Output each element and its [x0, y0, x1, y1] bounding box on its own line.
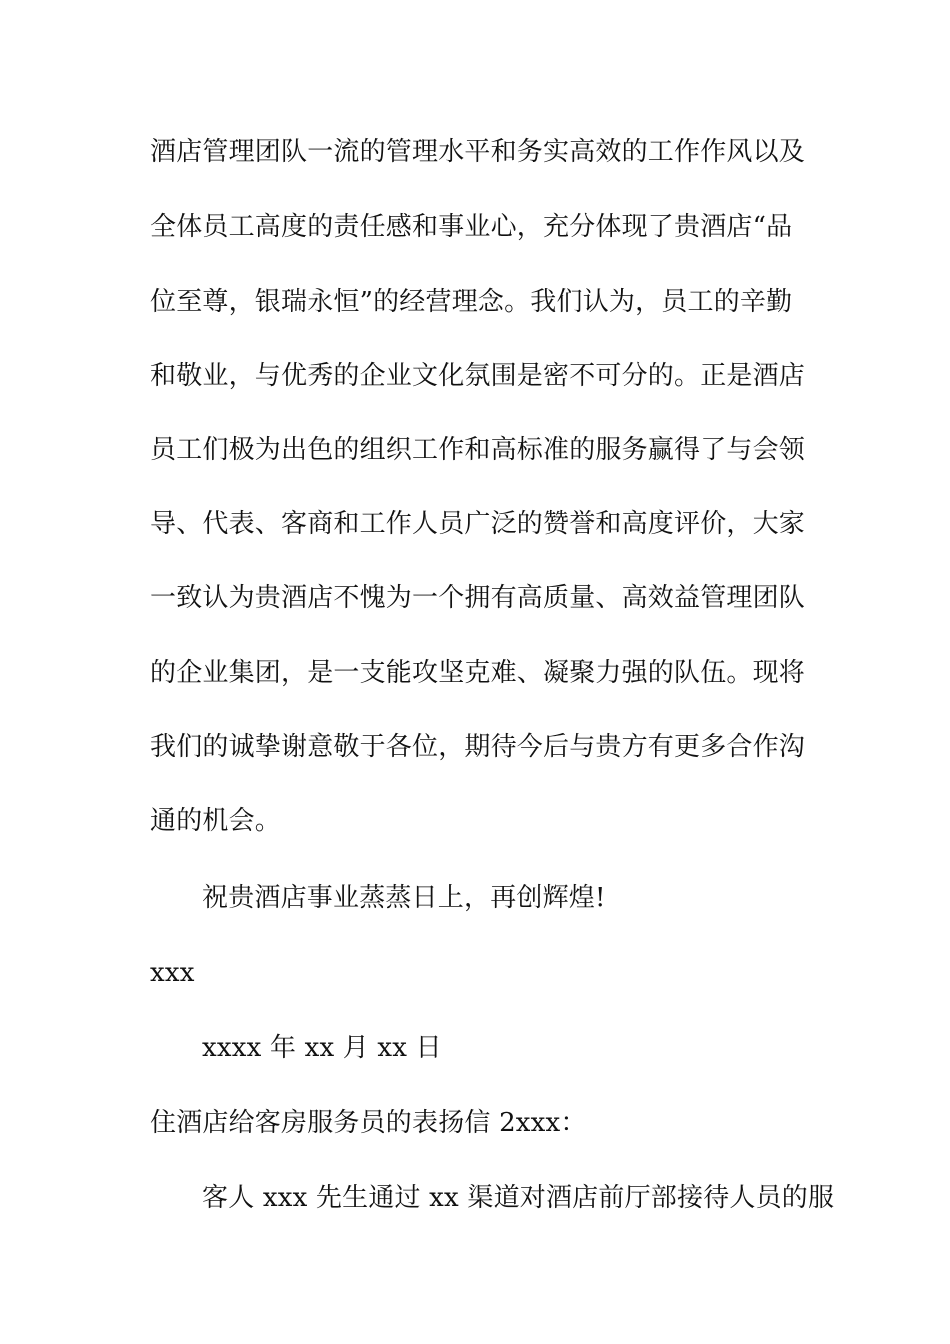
body-line-10: 通的机会。	[150, 806, 282, 836]
paragraph-start: 客人 xxx 先生通过 xx 渠道对酒店前厅部接待人员的服	[202, 1183, 835, 1213]
body-line-4: 和敬业，与优秀的企业文化氛围是密不可分的。正是酒店	[150, 361, 806, 391]
body-line-6: 导、代表、客商和工作人员广泛的赞誉和高度评价，大家	[150, 509, 806, 539]
body-line-7: 一致认为贵酒店不愧为一个拥有高质量、高效益管理团队	[150, 583, 806, 613]
section-heading: 住酒店给客房服务员的表扬信 2xxx：	[150, 1108, 587, 1138]
body-line-3: 位至尊，银瑞永恒”的经营理念。我们认为，员工的辛勤	[150, 287, 793, 317]
body-line-2: 全体员工高度的责任感和事业心，充分体现了贵酒店“品	[150, 212, 793, 242]
body-line-8: 的企业集团，是一支能攻坚克难、凝聚力强的队伍。现将	[150, 658, 806, 688]
body-line-1: 酒店管理团队一流的管理水平和务实高效的工作作风以及	[150, 137, 806, 167]
closing-wish: 祝贵酒店事业蒸蒸日上，再创辉煌!	[202, 883, 606, 913]
signature: xxx	[150, 958, 195, 988]
letter-date: xxxx 年 xx 月 xx 日	[202, 1033, 442, 1063]
body-line-5: 员工们极为出色的组织工作和高标准的服务赢得了与会领	[150, 435, 806, 465]
body-line-9: 我们的诚挚谢意敬于各位，期待今后与贵方有更多合作沟	[150, 732, 806, 762]
